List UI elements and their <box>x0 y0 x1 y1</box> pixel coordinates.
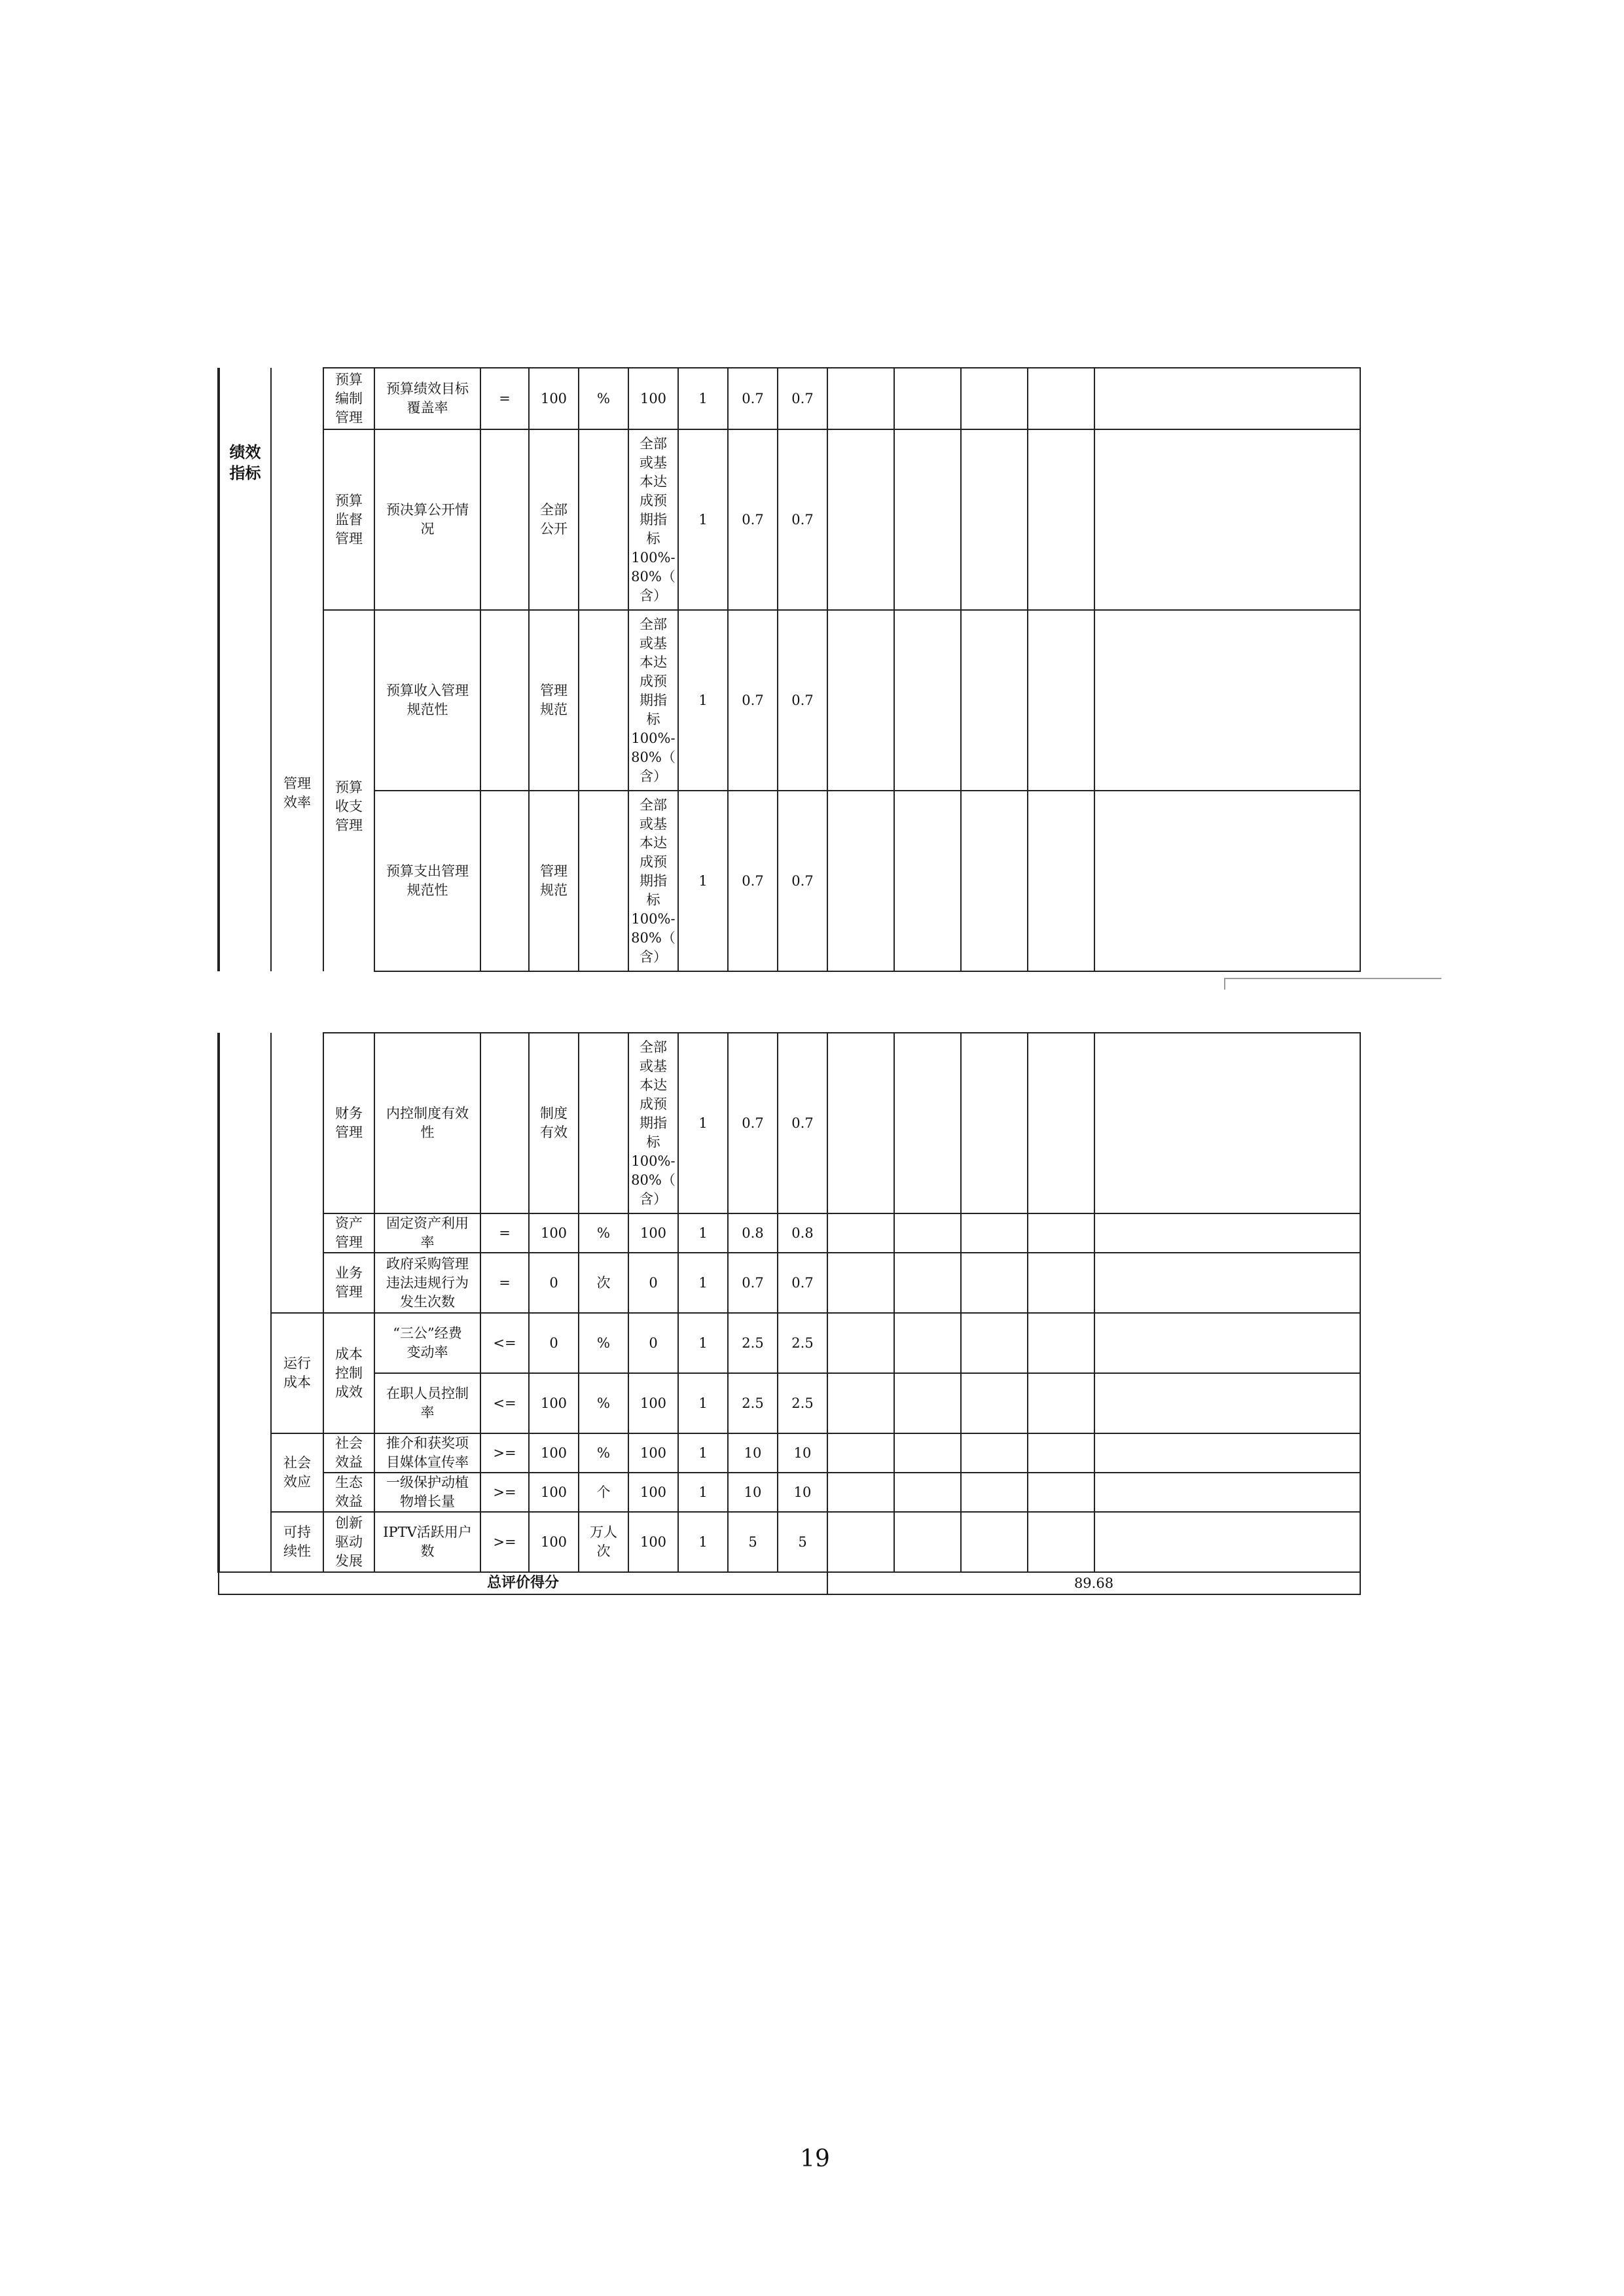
actual-cell: 100 <box>628 1213 678 1253</box>
score-b-cell: 5 <box>778 1512 827 1572</box>
indicator-name: 预算支出管理 规范性 <box>374 791 480 971</box>
empty-cell <box>1094 1213 1360 1253</box>
empty-cell <box>894 1313 961 1373</box>
weight-cell: 1 <box>678 1253 728 1313</box>
target-cell: 0 <box>529 1253 579 1313</box>
empty-cell <box>1028 610 1094 791</box>
empty-cell <box>1028 1253 1094 1313</box>
level2-label: 运行 成本 <box>271 1313 323 1433</box>
unit-cell: % <box>579 1313 628 1373</box>
empty-cell <box>1028 429 1094 610</box>
unit-cell: % <box>579 1433 628 1473</box>
operator-cell <box>480 429 529 610</box>
unit-cell <box>579 610 628 791</box>
empty-cell <box>894 610 961 791</box>
empty-cell <box>961 1253 1028 1313</box>
unit-cell: % <box>579 368 628 429</box>
empty-cell <box>1028 1433 1094 1473</box>
operator-cell: = <box>480 1253 529 1313</box>
unit-cell <box>579 429 628 610</box>
operator-cell: >= <box>480 1512 529 1572</box>
score-b-cell: 10 <box>778 1473 827 1512</box>
empty-cell <box>894 1033 961 1213</box>
unit-cell <box>579 1033 628 1213</box>
empty-cell <box>827 791 894 971</box>
unit-cell <box>579 791 628 971</box>
score-b-cell: 0.7 <box>778 429 827 610</box>
level3-label: 预算 监督 管理 <box>323 429 374 610</box>
empty-cell <box>1028 1033 1094 1213</box>
weight-cell: 1 <box>678 1512 728 1572</box>
score-a-cell: 0.7 <box>728 610 778 791</box>
empty-cell <box>1094 1033 1360 1213</box>
score-a-cell: 5 <box>728 1512 778 1572</box>
operator-cell: <= <box>480 1313 529 1373</box>
unit-cell: % <box>579 1213 628 1253</box>
target-cell: 管理 规范 <box>529 610 579 791</box>
weight-cell: 1 <box>678 1313 728 1373</box>
category-continued <box>219 1033 271 1572</box>
level2-label: 可持 续性 <box>271 1512 323 1572</box>
weight-cell: 1 <box>678 429 728 610</box>
level3-label: 业务 管理 <box>323 1253 374 1313</box>
indicator-name: IPTV活跃用户 数 <box>374 1512 480 1572</box>
empty-cell <box>827 1213 894 1253</box>
score-a-cell: 2.5 <box>728 1313 778 1373</box>
empty-cell <box>1094 1433 1360 1473</box>
empty-cell <box>1094 1473 1360 1512</box>
weight-cell: 1 <box>678 791 728 971</box>
indicator-name: 预算收入管理 规范性 <box>374 610 480 791</box>
operator-cell: = <box>480 368 529 429</box>
score-b-cell: 2.5 <box>778 1313 827 1373</box>
actual-cell: 全部 或基 本达 成预 期指 标 100%- 80%（ 含） <box>628 429 678 610</box>
target-cell: 制度 有效 <box>529 1033 579 1213</box>
empty-cell <box>1028 1473 1094 1512</box>
empty-cell <box>1094 1512 1360 1572</box>
empty-cell <box>894 1433 961 1473</box>
actual-cell: 100 <box>628 1433 678 1473</box>
score-b-cell: 0.8 <box>778 1213 827 1253</box>
empty-cell <box>894 429 961 610</box>
score-b-cell: 0.7 <box>778 368 827 429</box>
score-b-cell: 0.7 <box>778 1033 827 1213</box>
weight-cell: 1 <box>678 1373 728 1433</box>
level3-label: 创新 驱动 发展 <box>323 1512 374 1572</box>
weight-cell: 1 <box>678 1433 728 1473</box>
empty-cell <box>961 1512 1028 1572</box>
indicator-name: 内控制度有效 性 <box>374 1033 480 1213</box>
level2-label: 社会 效应 <box>271 1433 323 1512</box>
level3-label: 预算 收支 管理 <box>335 780 363 833</box>
score-a-cell: 2.5 <box>728 1373 778 1433</box>
actual-cell: 全部 或基 本达 成预 期指 标 100%- 80%（ 含） <box>628 610 678 791</box>
unit-cell: 万人 次 <box>579 1512 628 1572</box>
indicator-name: 一级保护动植 物增长量 <box>374 1473 480 1512</box>
empty-cell <box>1028 1213 1094 1253</box>
score-b-cell: 0.7 <box>778 791 827 971</box>
empty-cell <box>1094 368 1360 429</box>
empty-cell <box>961 1433 1028 1473</box>
actual-cell: 全部 或基 本达 成预 期指 标 100%- 80%（ 含） <box>628 1033 678 1213</box>
empty-cell <box>961 1373 1028 1433</box>
indicator-table-part2 <box>217 1032 1361 1595</box>
target-cell: 100 <box>529 1433 579 1473</box>
operator-cell: >= <box>480 1473 529 1512</box>
empty-cell <box>894 1253 961 1313</box>
score-a-cell: 0.7 <box>728 791 778 971</box>
operator-cell: <= <box>480 1373 529 1433</box>
operator-cell <box>480 1033 529 1213</box>
empty-cell <box>827 1473 894 1512</box>
indicator-name: 政府采购管理 违法违规行为 发生次数 <box>374 1253 480 1313</box>
page-break-mark <box>1224 978 1441 990</box>
score-a-cell: 0.7 <box>728 368 778 429</box>
empty-cell <box>827 1253 894 1313</box>
weight-cell: 1 <box>678 368 728 429</box>
empty-cell <box>1094 429 1360 610</box>
target-cell: 0 <box>529 1313 579 1373</box>
indicator-name: 预决算公开情 况 <box>374 429 480 610</box>
score-b-cell: 0.7 <box>778 610 827 791</box>
empty-cell <box>1028 368 1094 429</box>
empty-cell <box>827 368 894 429</box>
indicator-name: 固定资产利用 率 <box>374 1213 480 1253</box>
target-cell: 管理 规范 <box>529 791 579 971</box>
empty-cell <box>961 1473 1028 1512</box>
empty-cell <box>827 1313 894 1373</box>
level3-label: 成本 控制 成效 <box>323 1313 374 1433</box>
empty-cell <box>894 791 961 971</box>
empty-cell <box>961 791 1028 971</box>
weight-cell: 1 <box>678 610 728 791</box>
score-a-cell: 10 <box>728 1433 778 1473</box>
empty-cell <box>961 429 1028 610</box>
operator-cell: >= <box>480 1433 529 1473</box>
indicator-table-part1 <box>217 367 1361 972</box>
empty-cell <box>1094 791 1360 971</box>
total-score-value: 89.68 <box>827 1572 1360 1594</box>
indicator-name: 推介和获奖项 目媒体宣传率 <box>374 1433 480 1473</box>
actual-cell: 100 <box>628 1373 678 1433</box>
indicator-name: 在职人员控制 率 <box>374 1373 480 1433</box>
empty-cell <box>961 368 1028 429</box>
operator-cell: = <box>480 1213 529 1253</box>
indicator-name: 预算绩效目标 覆盖率 <box>374 368 480 429</box>
empty-cell <box>827 1033 894 1213</box>
sub-category-continued <box>271 1033 323 1313</box>
score-a-cell: 0.7 <box>728 429 778 610</box>
level3-label: 预算 编制 管理 <box>323 368 374 429</box>
level3-label: 生态 效益 <box>323 1473 374 1512</box>
weight-cell: 1 <box>678 1033 728 1213</box>
total-score-label: 总评价得分 <box>219 1572 827 1594</box>
actual-cell: 0 <box>628 1253 678 1313</box>
empty-cell <box>894 1473 961 1512</box>
empty-cell <box>1094 1253 1360 1313</box>
operator-cell <box>480 791 529 971</box>
empty-cell <box>894 1213 961 1253</box>
empty-cell <box>827 429 894 610</box>
score-b-cell: 0.7 <box>778 1253 827 1313</box>
empty-cell <box>827 1512 894 1572</box>
empty-cell <box>827 1373 894 1433</box>
target-cell: 100 <box>529 1213 579 1253</box>
sub-category-label: 管理 效率 <box>283 776 311 810</box>
level3-label: 社会 效益 <box>323 1433 374 1473</box>
target-cell: 全部 公开 <box>529 429 579 610</box>
empty-cell <box>1094 1313 1360 1373</box>
actual-cell: 100 <box>628 1473 678 1512</box>
empty-cell <box>827 1433 894 1473</box>
score-a-cell: 0.8 <box>728 1213 778 1253</box>
actual-cell: 0 <box>628 1313 678 1373</box>
target-cell: 100 <box>529 1373 579 1433</box>
actual-cell: 全部 或基 本达 成预 期指 标 100%- 80%（ 含） <box>628 791 678 971</box>
indicator-name: “三公”经费 变动率 <box>374 1313 480 1373</box>
target-cell: 100 <box>529 1473 579 1512</box>
unit-cell: % <box>579 1373 628 1433</box>
target-cell: 100 <box>529 368 579 429</box>
page-number: 19 <box>800 2145 830 2172</box>
empty-cell <box>827 610 894 791</box>
score-b-cell: 10 <box>778 1433 827 1473</box>
unit-cell: 次 <box>579 1253 628 1313</box>
actual-cell: 100 <box>628 368 678 429</box>
score-a-cell: 0.7 <box>728 1253 778 1313</box>
empty-cell <box>961 1313 1028 1373</box>
weight-cell: 1 <box>678 1213 728 1253</box>
empty-cell <box>961 1033 1028 1213</box>
empty-cell <box>1094 1373 1360 1433</box>
empty-cell <box>894 368 961 429</box>
empty-cell <box>961 610 1028 791</box>
level3-label: 财务 管理 <box>323 1033 374 1213</box>
empty-cell <box>894 1512 961 1572</box>
score-a-cell: 0.7 <box>728 1033 778 1213</box>
category-label: 绩效 指标 <box>229 443 261 482</box>
score-b-cell: 2.5 <box>778 1373 827 1433</box>
empty-cell <box>1028 1313 1094 1373</box>
unit-cell: 个 <box>579 1473 628 1512</box>
empty-cell <box>961 1213 1028 1253</box>
empty-cell <box>1028 1512 1094 1572</box>
actual-cell: 100 <box>628 1512 678 1572</box>
empty-cell <box>1094 610 1360 791</box>
operator-cell <box>480 610 529 791</box>
weight-cell: 1 <box>678 1473 728 1512</box>
empty-cell <box>894 1373 961 1433</box>
empty-cell <box>1028 791 1094 971</box>
empty-cell <box>1028 1373 1094 1433</box>
level3-label: 资产 管理 <box>323 1213 374 1253</box>
target-cell: 100 <box>529 1512 579 1572</box>
score-a-cell: 10 <box>728 1473 778 1512</box>
